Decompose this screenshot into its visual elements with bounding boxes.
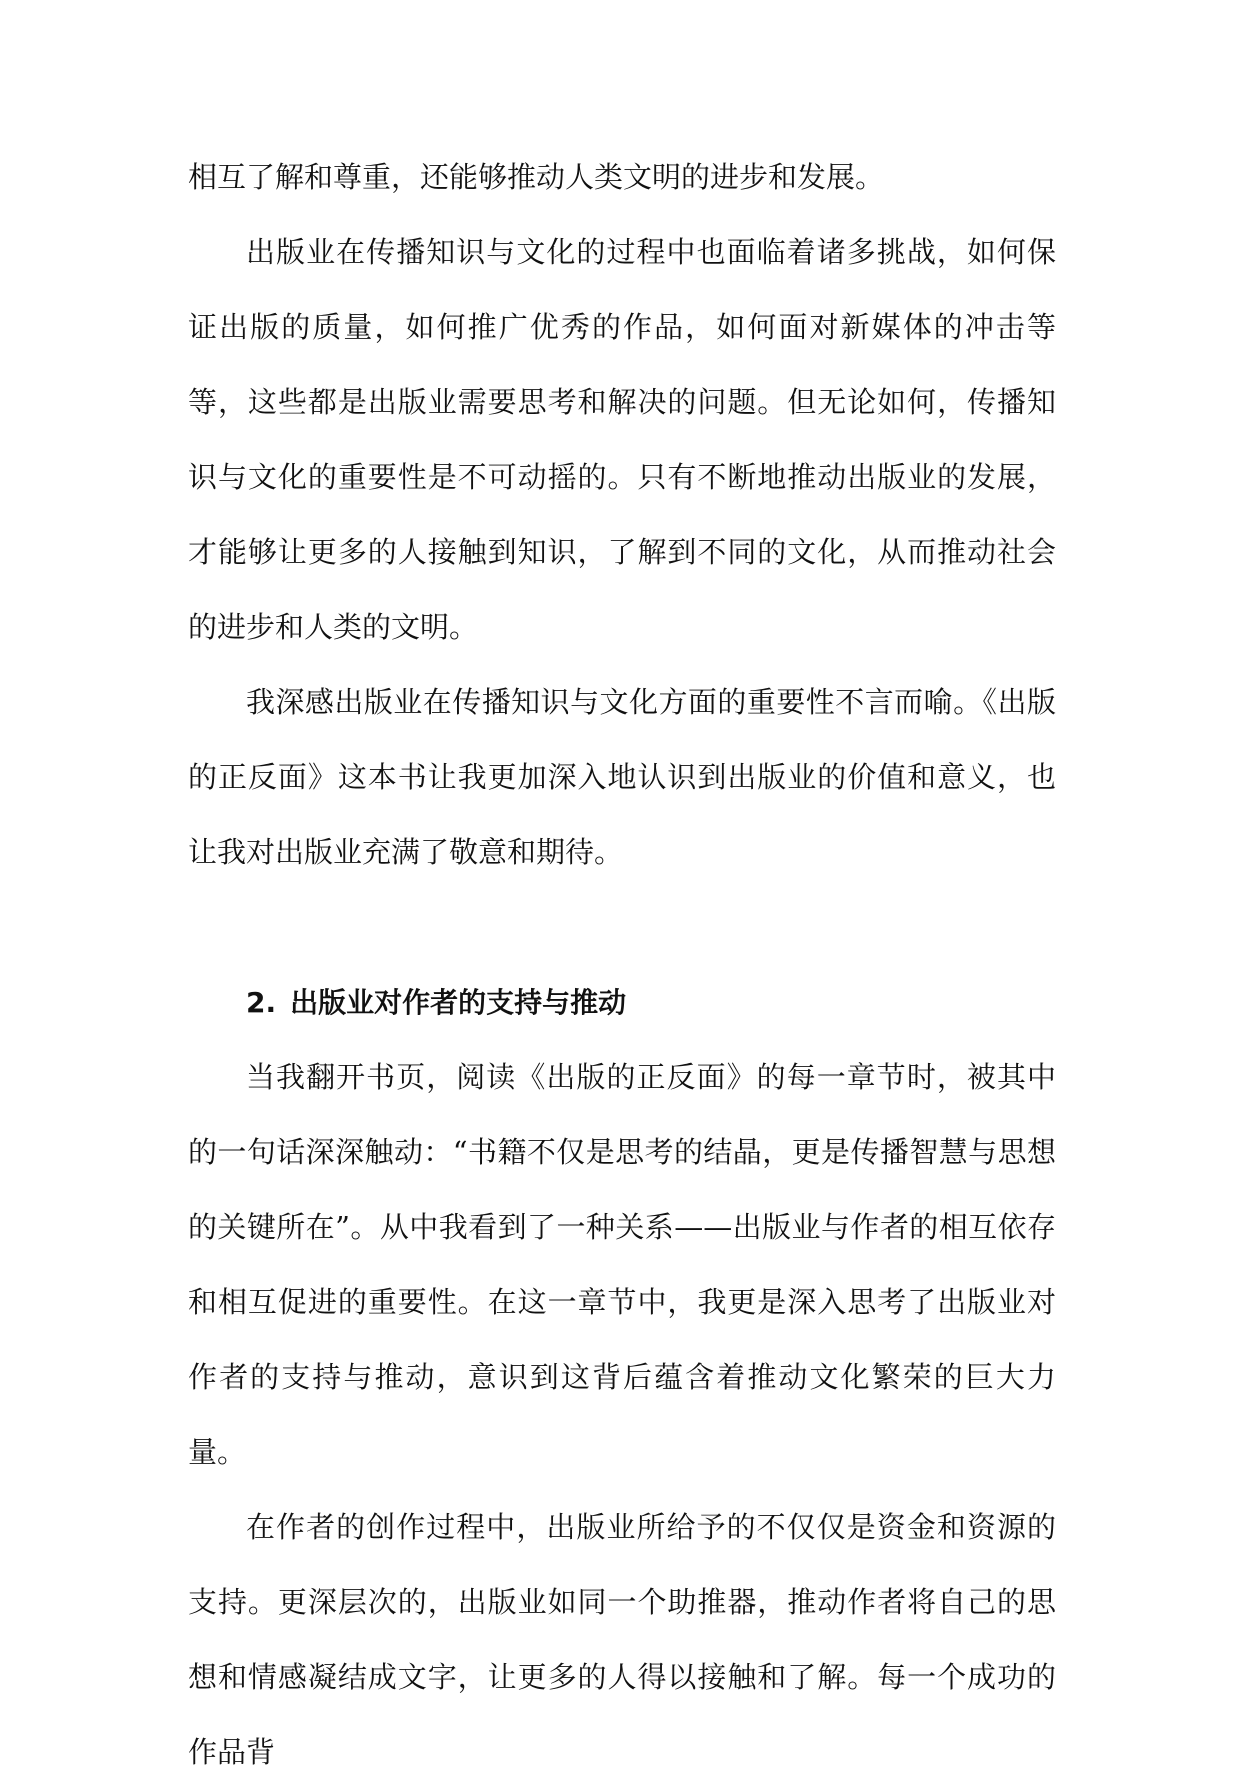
section-title: 出版业对作者的支持与推动: [290, 986, 627, 1019]
document-body: [188, 140, 1056, 1790]
section-heading: [188, 965, 1056, 1040]
paragraph-quote: 当我翻开书页，阅读《出版的正反面》的每一章节时，被其中的一句话深深触动：“书籍不仅是思考的结晶，更是传播智慧与思想的关键所在”。从中我看到了一种关系——出版业与作者的相互依存和相互促进的重要性。在这一章节中，我更是深入思考了出版业对作者的支持与推动，意识到这背后蕴含着推动文化繁荣的巨大力量。: [188, 1060, 1056, 1469]
paragraph-support: 在作者的创作过程中，出版业所给予的不仅仅是资金和资源的支持。更深层次的，出版业如同一个助推器，推动作者将自己的思想和情感凝结成文字，让更多的人得以接触和了解。每一个成功的作品背: [188, 1510, 1056, 1769]
paragraph-continuation: 相互了解和尊重，还能够推动人类文明的进步和发展。: [188, 160, 885, 194]
section-number: 2.: [246, 986, 277, 1019]
paragraph-conclusion: 我深感出版业在传播知识与文化方面的重要性不言而喻。《出版的正反面》这本书让我更加深入地认识到出版业的价值和意义，也让我对出版业充满了敬意和期待。: [188, 685, 1056, 869]
paragraph-challenges: 出版业在传播知识与文化的过程中也面临着诸多挑战，如何保证出版的质量，如何推广优秀的作品，如何面对新媒体的冲击等等，这些都是出版业需要思考和解决的问题。但无论如何，传播知识与文化的重要性是不可动摇的。只有不断地推动出版业的发展，才能够让更多的人接触到知识，了解到不同的文化，从而推动社会的进步和人类的文明。: [188, 235, 1056, 644]
